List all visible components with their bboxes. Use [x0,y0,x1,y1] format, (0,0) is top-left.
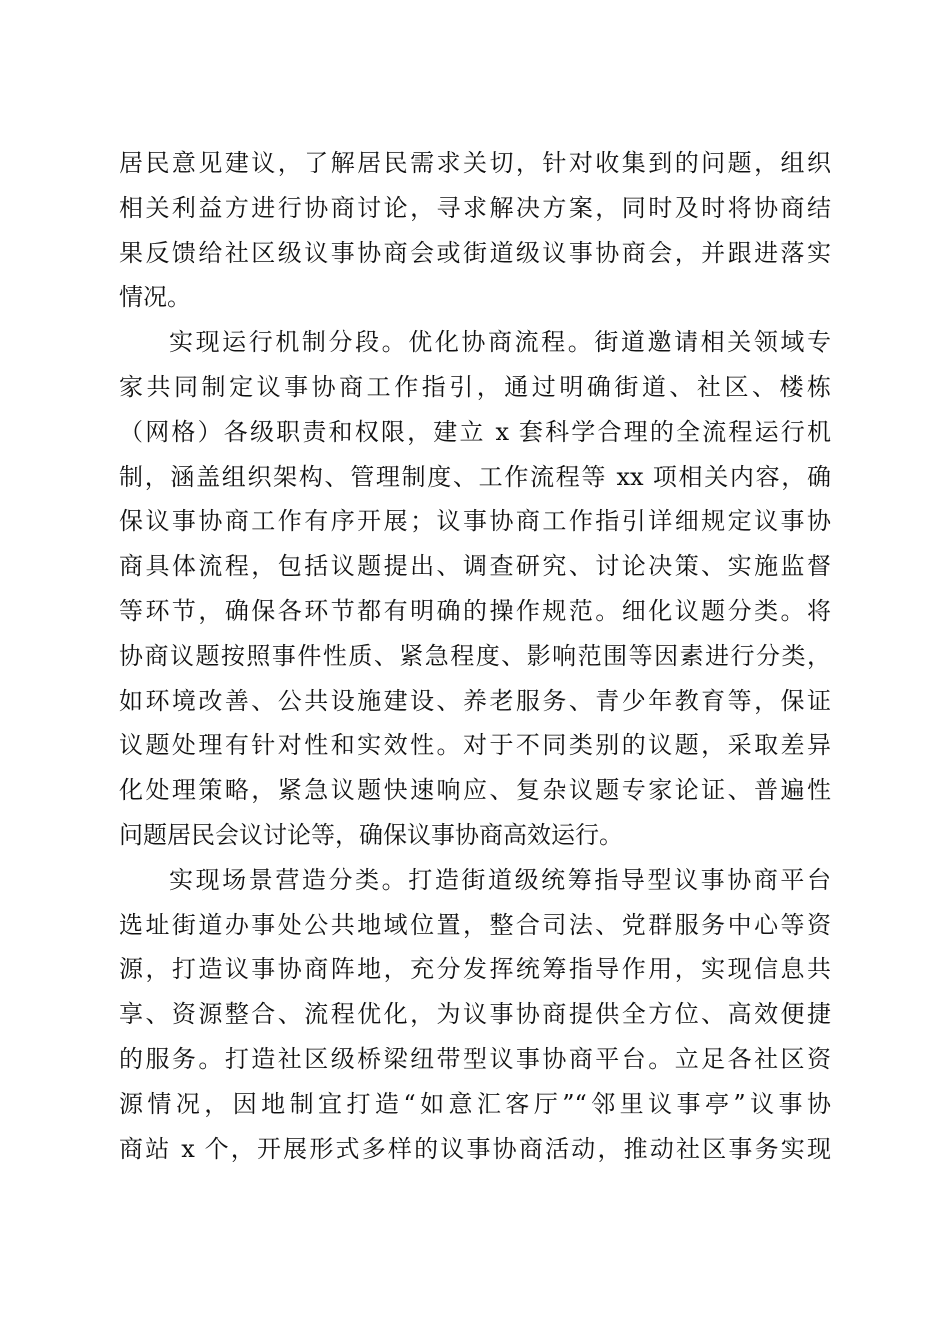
paragraph-2 [119,320,831,858]
text-line: 居民意见建议，了解居民需求关切，针对收集到的问题，组织 [119,149,831,177]
text-line: 选址街道办事处公共地域位置，整合司法、党群服务中心等资 [119,910,831,939]
paragraph-3 [119,858,831,1172]
text-line: 果反馈给社区级议事协商会或街道级议事协商会，并跟进落实 [119,238,831,267]
text-line: 享、资源整合、流程优化，为议事协商提供全方位、高效便捷 [119,1000,831,1029]
text-line: 如环境改善、公共设施建设、养老服务、青少年教育等，保证 [119,686,831,715]
text-line: 商站 x 个，开展形式多样的议事协商活动，推动社区事务实现 [119,1134,831,1163]
text-line: 家共同制定议事协商工作指引，通过明确街道、社区、楼栋 [119,372,831,401]
paragraph-1 [119,141,831,320]
text-line: 源，打造议事协商阵地，充分发挥统筹指导作用，实现信息共 [119,955,831,984]
text-line: 的服务。打造社区级桥梁纽带型议事协商平台。立足各社区资 [119,1044,831,1073]
text-line: 相关利益方进行协商讨论，寻求解决方案，同时及时将协商结 [119,193,831,222]
text-line: 等环节，确保各环节都有明确的操作规范。细化议题分类。将 [119,596,831,625]
text-line: 保议事协商工作有序开展；议事协商工作指引详细规定议事协 [119,507,831,536]
text-line: 协商议题按照事件性质、紧急程度、影响范围等因素进行分类， [119,641,831,670]
text-line: 源情况，因地制宜打造“如意汇客厅”“邻里议事亭”议事协 [119,1089,831,1118]
text-line: 议题处理有针对性和实效性。对于不同类别的议题，采取差异 [119,731,831,760]
text-line: 化处理策略，紧急议题快速响应、复杂议题专家论证、普遍性 [119,776,831,805]
text-line: 问题居民会议讨论等，确保议事协商高效运行。 [119,820,623,849]
text-line: 情况。 [119,283,191,312]
text-line: （网格）各级职责和权限，建立 x 套科学合理的全流程运行机 [119,417,831,446]
text-line: 实现场景营造分类。打造街道级统筹指导型议事协商平台 [169,865,831,894]
text-line: 实现运行机制分段。优化协商流程。街道邀请相关领域专 [169,328,831,357]
text-line: 制，涵盖组织架构、管理制度、工作流程等 xx 项相关内容，确 [119,462,831,491]
document-body [119,141,831,1171]
text-line: 商具体流程，包括议题提出、调查研究、讨论决策、实施监督 [119,552,831,581]
